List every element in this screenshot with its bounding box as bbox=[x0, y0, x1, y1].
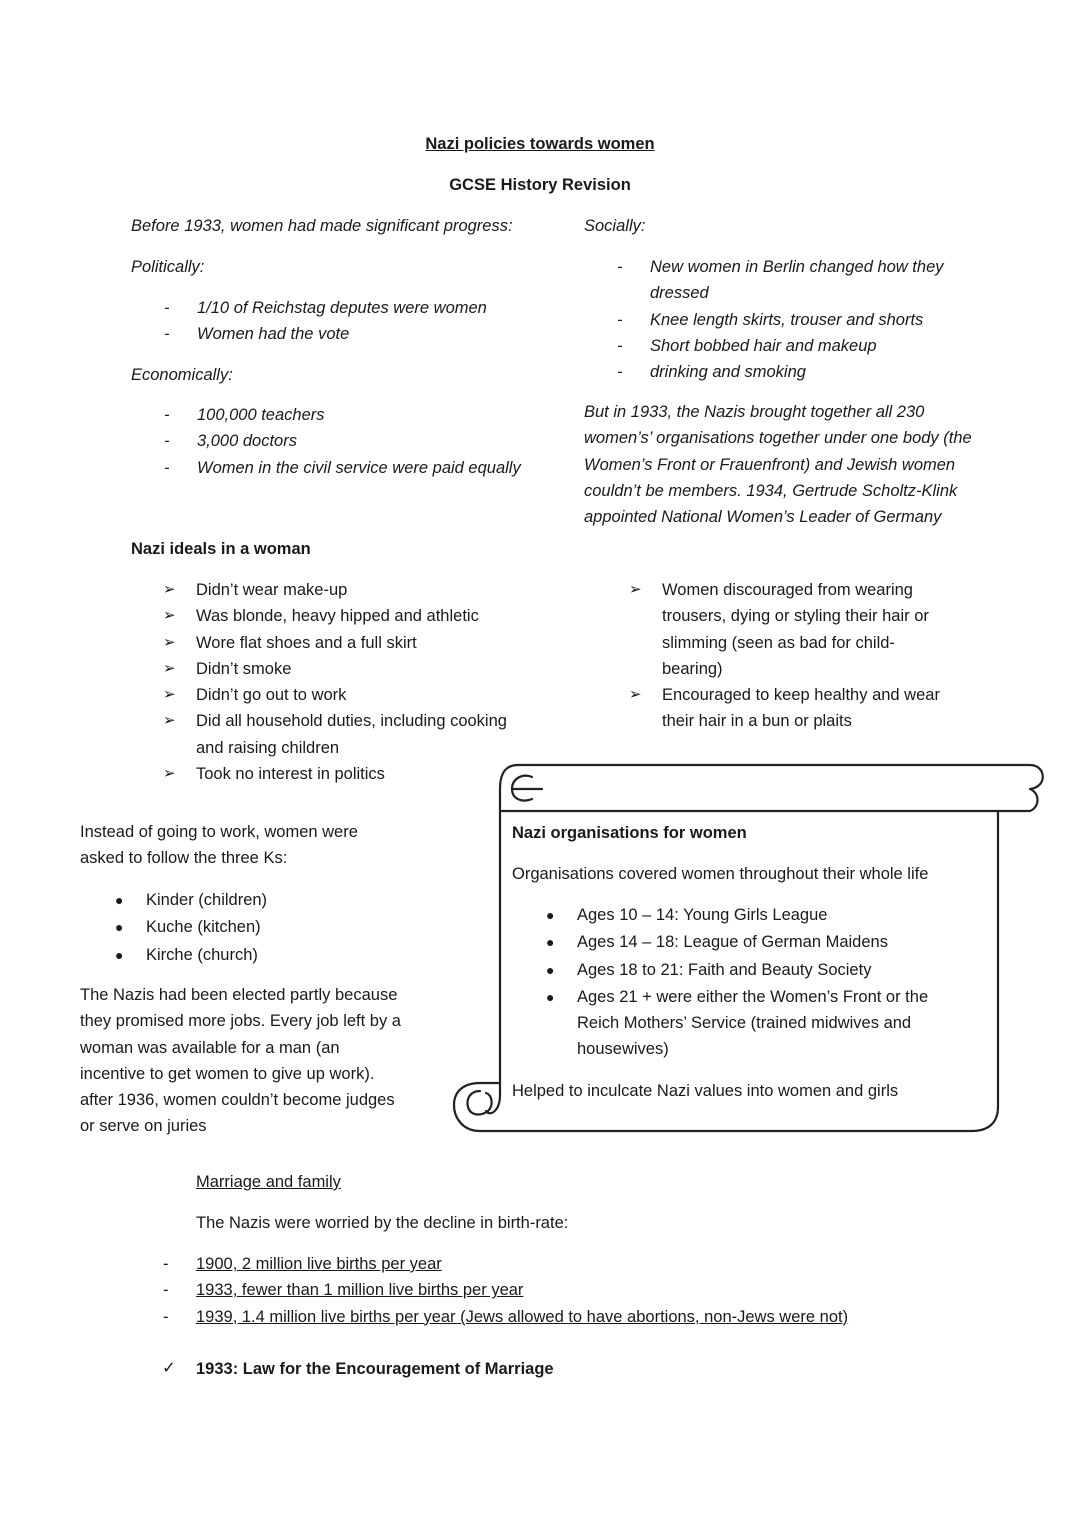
list-item: - Women in the civil service were paid equally bbox=[197, 455, 521, 481]
list-item: ● Kinder (children) bbox=[146, 887, 267, 914]
economically-list bbox=[164, 402, 521, 481]
marriage-intro: The Nazis were worried by the decline in birth-rate: bbox=[196, 1214, 569, 1232]
bullet-dot-icon: ● bbox=[546, 934, 555, 951]
arrow-bullet-icon: ➢ bbox=[163, 633, 176, 651]
politically-list bbox=[164, 295, 487, 348]
progress-intro: Before 1933, women had made significant progress: bbox=[131, 217, 513, 235]
ideals-right-list bbox=[629, 577, 940, 735]
list-item: - 100,000 teachers bbox=[197, 402, 521, 428]
dash-marker: - bbox=[164, 299, 170, 317]
arrow-bullet-icon: ➢ bbox=[163, 686, 176, 704]
marriage-law: 1933: Law for the Encouragement of Marriage bbox=[196, 1360, 554, 1378]
list-item: ➢ Didn’t wear make-up bbox=[196, 577, 507, 603]
list-item: ● Ages 18 to 21: Faith and Beauty Society bbox=[577, 957, 928, 984]
organisations-intro: Organisations covered women throughout their whole life bbox=[512, 865, 929, 883]
list-item: ● Kuche (kitchen) bbox=[146, 914, 267, 941]
page-title: Nazi policies towards women bbox=[425, 135, 655, 153]
list-item: ➢ Did all household duties, including cooking bbox=[196, 708, 507, 734]
list-item: Reich Mothers’ Service (trained midwives and bbox=[577, 1014, 912, 1033]
list-item: - Short bobbed hair and makeup bbox=[650, 333, 944, 359]
page-subtitle: GCSE History Revision bbox=[449, 176, 631, 194]
organisations-heading: Nazi organisations for women bbox=[512, 824, 747, 842]
list-item: - 1933, fewer than 1 million live births per year bbox=[196, 1277, 848, 1303]
arrow-bullet-icon: ➢ bbox=[163, 607, 176, 625]
list-item: ➢ Wore flat shoes and a full skirt bbox=[196, 630, 507, 656]
dash-marker: - bbox=[164, 458, 170, 477]
list-item: - Knee length skirts, trouser and shorts bbox=[650, 307, 944, 333]
list-item: ● Ages 21 + were either the Women’s Front or the bbox=[577, 984, 928, 1010]
arrow-bullet-icon: ➢ bbox=[163, 712, 176, 730]
dash-marker: - bbox=[163, 1255, 169, 1273]
dash-marker: - bbox=[163, 1281, 169, 1300]
list-item: ● Ages 10 – 14: Young Girls League bbox=[577, 902, 928, 929]
bullet-dot-icon: ● bbox=[546, 988, 555, 1005]
list-item: ➢ Was blonde, heavy hipped and athletic bbox=[196, 603, 507, 629]
socially-list bbox=[617, 254, 944, 385]
ideals-heading: Nazi ideals in a woman bbox=[131, 540, 311, 558]
bullet-dot-icon: ● bbox=[115, 892, 124, 908]
list-item: ➢ Didn’t smoke bbox=[196, 656, 507, 682]
bullet-dot-icon: ● bbox=[115, 946, 124, 963]
bullet-dot-icon: ● bbox=[115, 919, 124, 936]
three-ks-intro: Instead of going to work, women were asked to follow the three Ks: bbox=[80, 823, 358, 868]
dash-marker: - bbox=[164, 432, 170, 451]
organisations-outro: Helped to inculcate Nazi values into women and girls bbox=[512, 1082, 899, 1100]
list-item: ● Kirche (church) bbox=[146, 942, 267, 969]
checkmark-icon: ✓ bbox=[162, 1359, 176, 1377]
socially-heading: Socially: bbox=[584, 217, 646, 235]
three-ks-list bbox=[115, 887, 268, 969]
list-item: ➢ Didn’t go out to work bbox=[196, 682, 507, 708]
list-item: - New women in Berlin changed how they bbox=[650, 254, 944, 280]
organisations-list bbox=[546, 902, 929, 1063]
dash-marker: - bbox=[617, 336, 623, 355]
economically-heading: Economically: bbox=[131, 366, 233, 384]
dash-marker: - bbox=[617, 363, 623, 382]
arrow-bullet-icon: ➢ bbox=[163, 659, 176, 677]
list-item: dressed bbox=[650, 284, 709, 303]
birth-rate-list bbox=[163, 1251, 849, 1330]
arrow-bullet-icon: ➢ bbox=[629, 686, 642, 704]
dash-marker: - bbox=[617, 258, 623, 276]
arrow-bullet-icon: ➢ bbox=[629, 581, 642, 598]
arrow-bullet-icon: ➢ bbox=[163, 765, 176, 783]
bullet-dot-icon: ● bbox=[546, 961, 555, 978]
dash-marker: - bbox=[617, 310, 623, 329]
list-item: their hair in a bun or plaits bbox=[662, 712, 852, 731]
dash-marker: - bbox=[164, 406, 170, 424]
list-item: - 1/10 of Reichstag deputes were women bbox=[197, 295, 487, 321]
list-item: - drinking and smoking bbox=[650, 359, 944, 385]
list-item: slimming (seen as bad for child- bbox=[662, 633, 895, 652]
list-item: and raising children bbox=[196, 738, 340, 757]
list-item: - 1939, 1.4 million live births per year (Jews allowed to have abortions, non-Jews were not) bbox=[196, 1304, 848, 1330]
arrow-bullet-icon: ➢ bbox=[163, 581, 176, 598]
nazi-1933-paragraph: But in 1933, the Nazis brought together all 230 women’s’ organisations together under one body (the Women’s Front or Frauenfront) and Jewish women couldn’t be members. 1934, Gertrude Scholtz-Klink appointed National Women’s Leader of Germany bbox=[584, 403, 972, 527]
list-item: ➢ Took no interest in politics bbox=[196, 761, 507, 787]
list-item: bearing) bbox=[662, 659, 723, 678]
list-item: - Women had the vote bbox=[197, 321, 487, 347]
marriage-heading: Marriage and family bbox=[196, 1173, 341, 1191]
list-item: - 3,000 doctors bbox=[197, 428, 521, 454]
list-item: - 1900, 2 million live births per year bbox=[196, 1251, 848, 1277]
dash-marker: - bbox=[163, 1307, 169, 1326]
list-item: trousers, dying or styling their hair or bbox=[662, 607, 929, 626]
list-item: ➢ Women discouraged from wearing bbox=[662, 577, 940, 603]
dash-marker: - bbox=[164, 325, 170, 344]
politically-heading: Politically: bbox=[131, 258, 205, 276]
bullet-dot-icon: ● bbox=[546, 907, 555, 923]
jobs-paragraph: The Nazis had been elected partly because they promised more jobs. Every job left by a woman was available for a man (an incentive to get women to give up work). after 1936, women couldn’t become judges or serve on juries bbox=[80, 986, 401, 1136]
list-item: housewives) bbox=[577, 1040, 669, 1059]
list-item: ➢ Encouraged to keep healthy and wear bbox=[662, 682, 940, 708]
list-item: ● Ages 14 – 18: League of German Maidens bbox=[577, 929, 928, 956]
